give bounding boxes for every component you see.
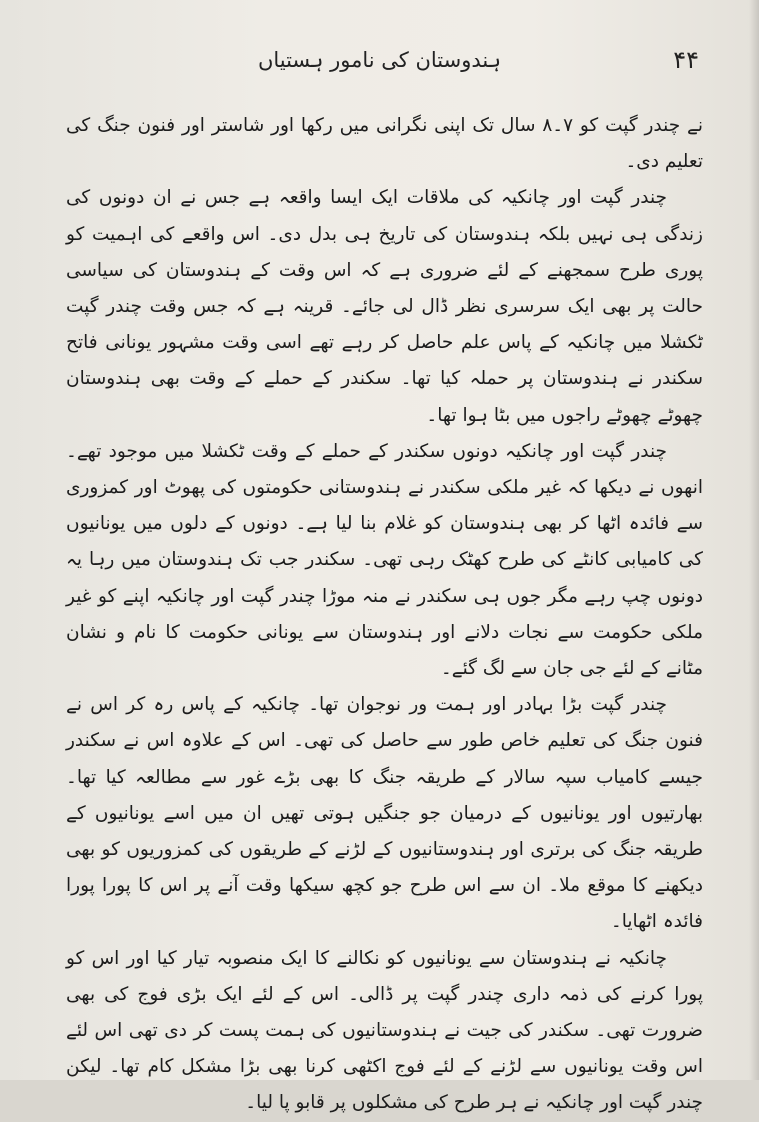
page-header [60, 40, 699, 86]
paragraph: چندر گپت اور چانکیہ دونوں سکندر کے حملے کے وقت ٹکشلا میں موجود تھے۔ انھوں نے دیکھا کہ غیر ملکی سکندر نے ہندوستانی حکومتوں کی پھوٹ اور کمزوری سے فائدہ اٹھا کر بھی ہندوستان کو غلام بنا لیا ہے۔ دونوں کے دلوں میں یونانیوں کی کامیابی کانٹے کی طرح کھٹک رہی تھی۔ سکندر جب تک ہندوستان میں رہا یہ دونوں چپ رہے مگر جوں ہی سکندر نے منہ موڑا چندر گپت اور چانکیہ اپنے کو غیر ملکی حکومت سے نجات دلانے اور ہندوستان سے یونانی حکومت کا نام و نشان مٹانے کے لئے جی جان سے لگ گئے۔ [66, 440, 703, 680]
page-edge-shadow [749, 0, 759, 1080]
paragraph: نے چندر گپت کو ۷۔۸ سال تک اپنی نگرانی میں رکھا اور شاستر اور فنون جنگ کی تعلیم دی۔ [66, 115, 703, 173]
paragraph: چندر گپت بڑا بہادر اور ہمت ور نوجوان تھا۔ چانکیہ کے پاس رہ کر اس نے فنون جنگ کی تعلیم خاص طور سے حاصل کی تھی۔ اس کے علاوہ اس نے سکندر جیسے کامیاب سپہ سالار کے طریقہ جنگ کا بھی بڑے غور سے مطالعہ کیا تھا۔ بھارتیوں اور یونانیوں کے درمیان جو جنگیں ہوتی تھیں ان میں اسے یونانیوں کے طریقہ جنگ کی برتری اور ہندوستانیوں کے لڑنے کے طریقوں کی کمزوریوں کو بھی دیکھنے کا موقع ملا۔ ان سے اس طرح جو کچھ سیکھا وقت آنے پر اس کا پورا پورا فائدہ اٹھایا۔ [66, 694, 703, 933]
page-number: ۴۴ [673, 46, 699, 74]
paragraph: چندر گپت اور چانکیہ کی ملاقات ایک ایسا واقعہ ہے جس نے ان دونوں کی زندگی ہی نہیں بلکہ ہندوستان کی تاریخ ہی بدل دی۔ اس واقعے کی اہمیت کو پوری طرح سمجھنے کے لئے ضروری ہے کہ اس وقت کے ہندوستان کی سیاسی حالت پر بھی ایک سرسری نظر ڈال لی جائے۔ قرینہ ہے کہ جس وقت چندر گپت ٹکشلا میں چانکیہ کے پاس علم حاصل کر رہے تھے اسی وقت مشہور یونانی فاتح سکندر نے ہندوستان پر حملہ کیا تھا۔ سکندر کے حملے کے وقت بھی ہندوستان چھوٹے چھوٹے راجوں میں بٹا ہوا تھا۔ [66, 187, 703, 426]
body-text [66, 108, 703, 1122]
running-title: ہندوستان کی نامور ہستیاں [257, 48, 502, 72]
paragraph: چانکیہ نے ہندوستان سے یونانیوں کو نکالنے کا ایک منصوبہ تیار کیا اور اس کو پورا کرنے کی ذمہ داری چندر گپت پر ڈالی۔ اس کے لئے ایک بڑی فوج کی بھی ضرورت تھی۔ سکندر کی جیت نے ہندوستانیوں کی ہمت پست کر دی تھی اس لئے اس وقت یونانیوں سے لڑنے کے لئے فوج اکٹھی کرنا بھی بڑا مشکل کام تھا۔ لیکن چندر گپت اور چانکیہ نے ہر طرح کی مشکلوں پر قابو پا لیا۔ [66, 947, 703, 1114]
